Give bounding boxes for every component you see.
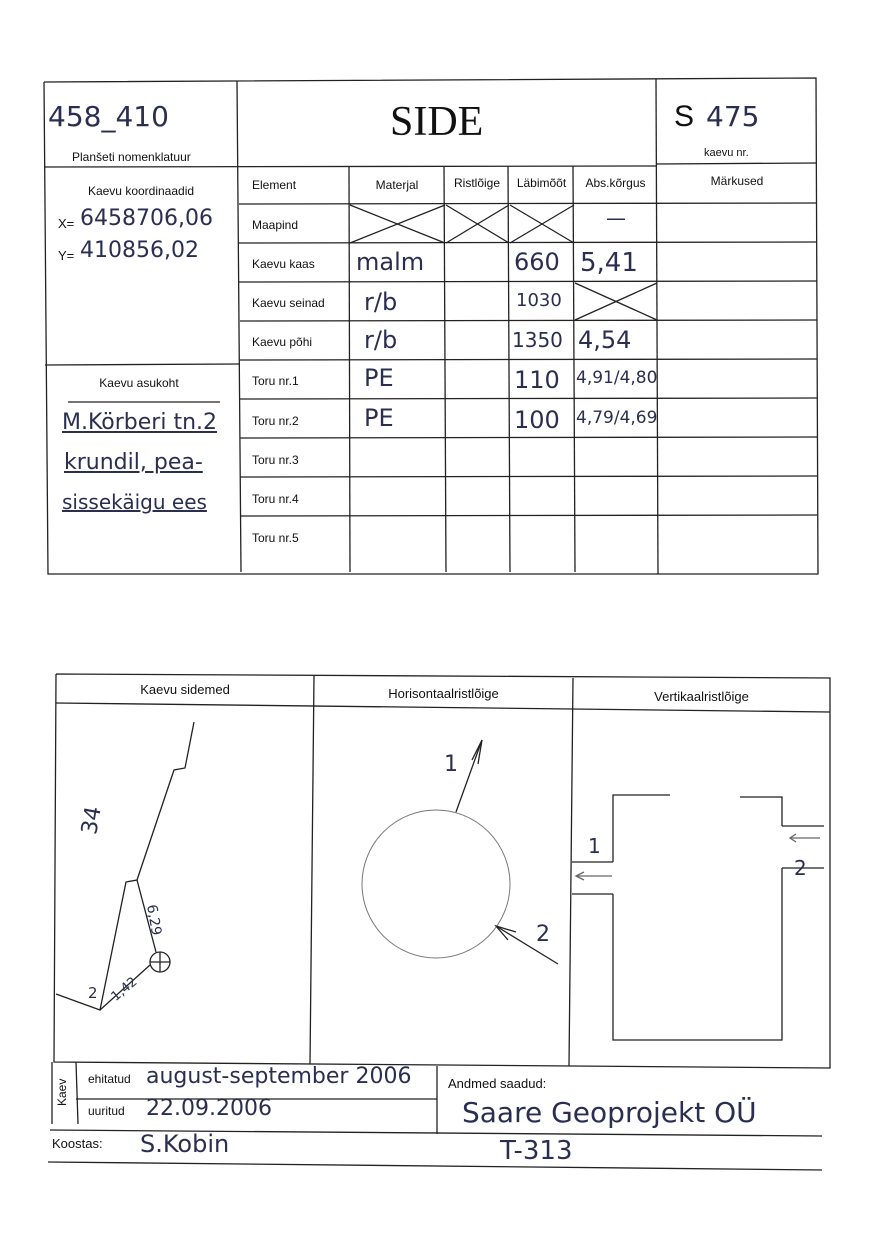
row-element: Kaevu põhi	[252, 335, 313, 349]
row-height: —	[606, 206, 626, 230]
row-height: 4,91/4,80	[576, 368, 658, 388]
data-source-value: Saare Geoprojekt OÜ	[462, 1096, 757, 1129]
location-line-3: sissekäigu ees	[62, 490, 207, 514]
location-label: Kaevu asukoht	[99, 376, 179, 390]
row-element: Toru nr.1	[252, 374, 299, 388]
row-height: 4,79/4,69	[576, 408, 658, 428]
well-number: 475	[706, 100, 760, 133]
coordinates-label: Kaevu koordinaadid	[87, 184, 195, 198]
pipe-1-label-horizontal: 1	[444, 752, 458, 777]
surveyed-value: 22.09.2006	[146, 1096, 272, 1121]
row-diameter: 1350	[512, 328, 563, 352]
author-label: Koostas:	[52, 1136, 103, 1151]
data-source-code: T-313	[500, 1136, 573, 1166]
dimension-2: 2	[88, 984, 98, 1002]
col-diameter: Läbimõõt	[516, 176, 567, 190]
col-notes: Märkused	[710, 174, 764, 188]
pipe-2-label-horizontal: 2	[536, 922, 550, 947]
row-diameter: 100	[514, 406, 560, 434]
sheet-number: 458_410	[48, 100, 169, 133]
row-material: r/b	[364, 288, 398, 316]
row-element: Kaevu seinad	[252, 296, 325, 310]
well-prefix: S	[674, 100, 695, 133]
x-prefix: X=	[58, 216, 75, 231]
row-element: Kaevu kaas	[252, 257, 315, 271]
row-height: 5,41	[580, 248, 638, 278]
pipe-2-label-vertical: 2	[794, 856, 807, 880]
location-line-1: M.Körberi tn.2	[62, 410, 218, 435]
dimension-629: 6,29	[143, 903, 165, 937]
page-title: SIDE	[390, 99, 484, 145]
row-diameter: 1030	[516, 290, 562, 311]
row-element: Toru nr.4	[252, 492, 299, 506]
built-value: august-september 2006	[146, 1064, 412, 1089]
dimension-34: 34	[77, 804, 107, 837]
author-value: S.Kobin	[140, 1130, 230, 1158]
col-height: Abs.kõrgus	[585, 176, 646, 190]
row-element: Toru nr.5	[252, 531, 299, 545]
sketch-col2-label: Horisontaalristlõige	[388, 686, 499, 701]
row-diameter: 110	[514, 366, 560, 394]
sheet-label: Planšeti nomenklatuur	[72, 150, 191, 164]
row-element: Toru nr.3	[252, 453, 299, 467]
row-material: PE	[364, 364, 394, 392]
x-value: 6458706,06	[80, 206, 213, 231]
location-line-2: krundil, pea-	[64, 450, 203, 475]
row-material: malm	[356, 248, 425, 276]
data-source-label: Andmed saadud:	[448, 1076, 547, 1091]
pipe-1-label-vertical: 1	[588, 834, 601, 858]
col-material: Materjal	[375, 178, 419, 192]
row-material: r/b	[364, 326, 398, 354]
sketch-col1-label: Kaevu sidemed	[140, 682, 230, 697]
row-height: 4,54	[578, 326, 632, 354]
row-element: Maapind	[252, 218, 299, 232]
y-prefix: Y=	[58, 248, 75, 263]
y-value: 410856,02	[80, 238, 199, 263]
kaev-label: Kaev	[55, 1078, 69, 1106]
col-cross: Ristlõige	[453, 176, 501, 190]
row-material: PE	[364, 404, 394, 432]
row-diameter: 660	[514, 248, 560, 276]
dimension-142: 1,42	[108, 974, 141, 1005]
surveyed-label: uuritud	[88, 1104, 125, 1118]
col-element: Element	[252, 178, 297, 192]
built-label: ehitatud	[88, 1072, 131, 1086]
well-label: kaevu nr.	[704, 147, 749, 159]
sketch-col3-label: Vertikaalristlõige	[654, 689, 749, 704]
row-element: Toru nr.2	[252, 414, 299, 428]
